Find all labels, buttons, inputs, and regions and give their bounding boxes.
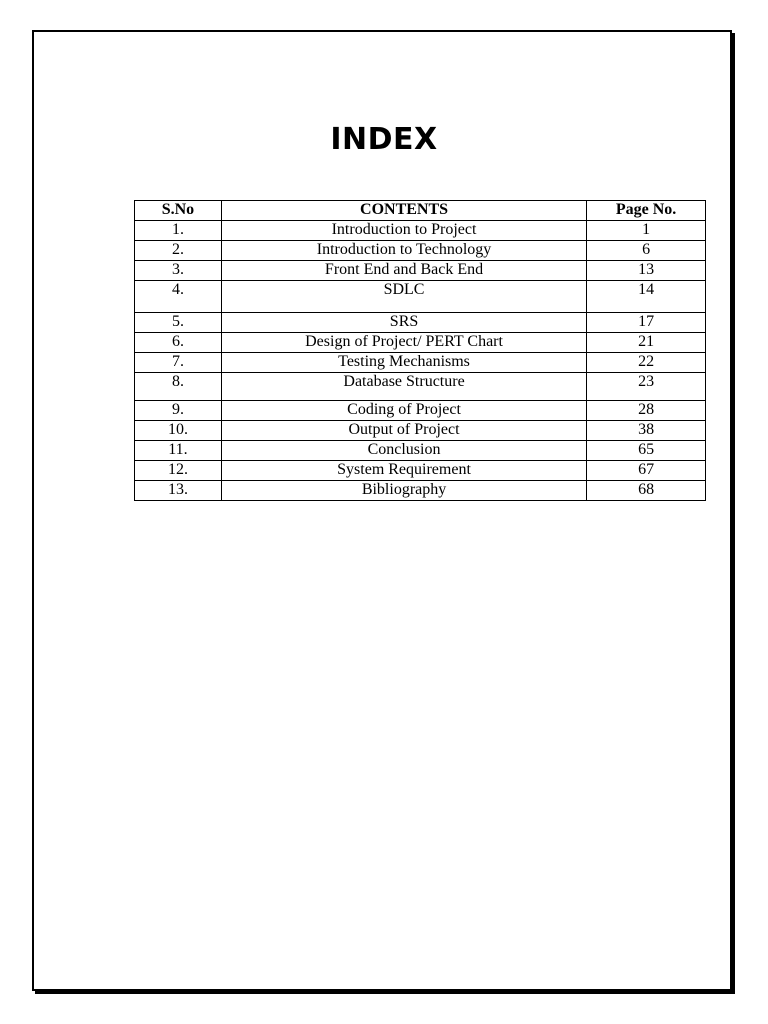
row-content: Introduction to Project	[221, 221, 586, 241]
row-page: 68	[587, 481, 706, 501]
table-row	[135, 221, 706, 241]
header-contents: CONTENTS	[221, 201, 586, 221]
row-page: 38	[587, 421, 706, 441]
row-sno: 6.	[135, 333, 222, 353]
row-content: Coding of Project	[221, 401, 586, 421]
table-header-row	[135, 201, 706, 221]
row-sno: 4.	[135, 281, 222, 313]
table-row	[135, 313, 706, 333]
table-row	[135, 441, 706, 461]
row-sno: 1.	[135, 221, 222, 241]
row-content: SDLC	[221, 281, 586, 313]
row-page: 6	[587, 241, 706, 261]
row-sno: 10.	[135, 421, 222, 441]
page-title: INDEX	[330, 122, 438, 157]
row-content: Introduction to Technology	[221, 241, 586, 261]
header-sno: S.No	[135, 201, 222, 221]
row-sno: 12.	[135, 461, 222, 481]
row-page: 22	[587, 353, 706, 373]
row-content: Output of Project	[221, 421, 586, 441]
table-row	[135, 401, 706, 421]
row-page: 17	[587, 313, 706, 333]
row-page: 13	[587, 261, 706, 281]
row-content: Design of Project/ PERT Chart	[221, 333, 586, 353]
row-sno: 3.	[135, 261, 222, 281]
row-page: 21	[587, 333, 706, 353]
row-content: Bibliography	[221, 481, 586, 501]
row-sno: 11.	[135, 441, 222, 461]
table-row	[135, 241, 706, 261]
table-row	[135, 353, 706, 373]
row-page: 28	[587, 401, 706, 421]
header-page-no: Page No.	[587, 201, 706, 221]
row-sno: 8.	[135, 373, 222, 401]
row-sno: 2.	[135, 241, 222, 261]
row-sno: 9.	[135, 401, 222, 421]
row-sno: 13.	[135, 481, 222, 501]
row-page: 23	[587, 373, 706, 401]
table-row	[135, 261, 706, 281]
index-table	[134, 200, 706, 501]
row-content: SRS	[221, 313, 586, 333]
table-row	[135, 481, 706, 501]
row-content: Front End and Back End	[221, 261, 586, 281]
table-row	[135, 461, 706, 481]
row-sno: 7.	[135, 353, 222, 373]
row-page: 14	[587, 281, 706, 313]
row-page: 1	[587, 221, 706, 241]
page-border	[32, 30, 732, 991]
row-content: System Requirement	[221, 461, 586, 481]
row-content: Database Structure	[221, 373, 586, 401]
table-row	[135, 281, 706, 313]
row-page: 67	[587, 461, 706, 481]
table-row	[135, 421, 706, 441]
table-row	[135, 333, 706, 353]
row-page: 65	[587, 441, 706, 461]
row-content: Testing Mechanisms	[221, 353, 586, 373]
row-sno: 5.	[135, 313, 222, 333]
table-row	[135, 373, 706, 401]
row-content: Conclusion	[221, 441, 586, 461]
